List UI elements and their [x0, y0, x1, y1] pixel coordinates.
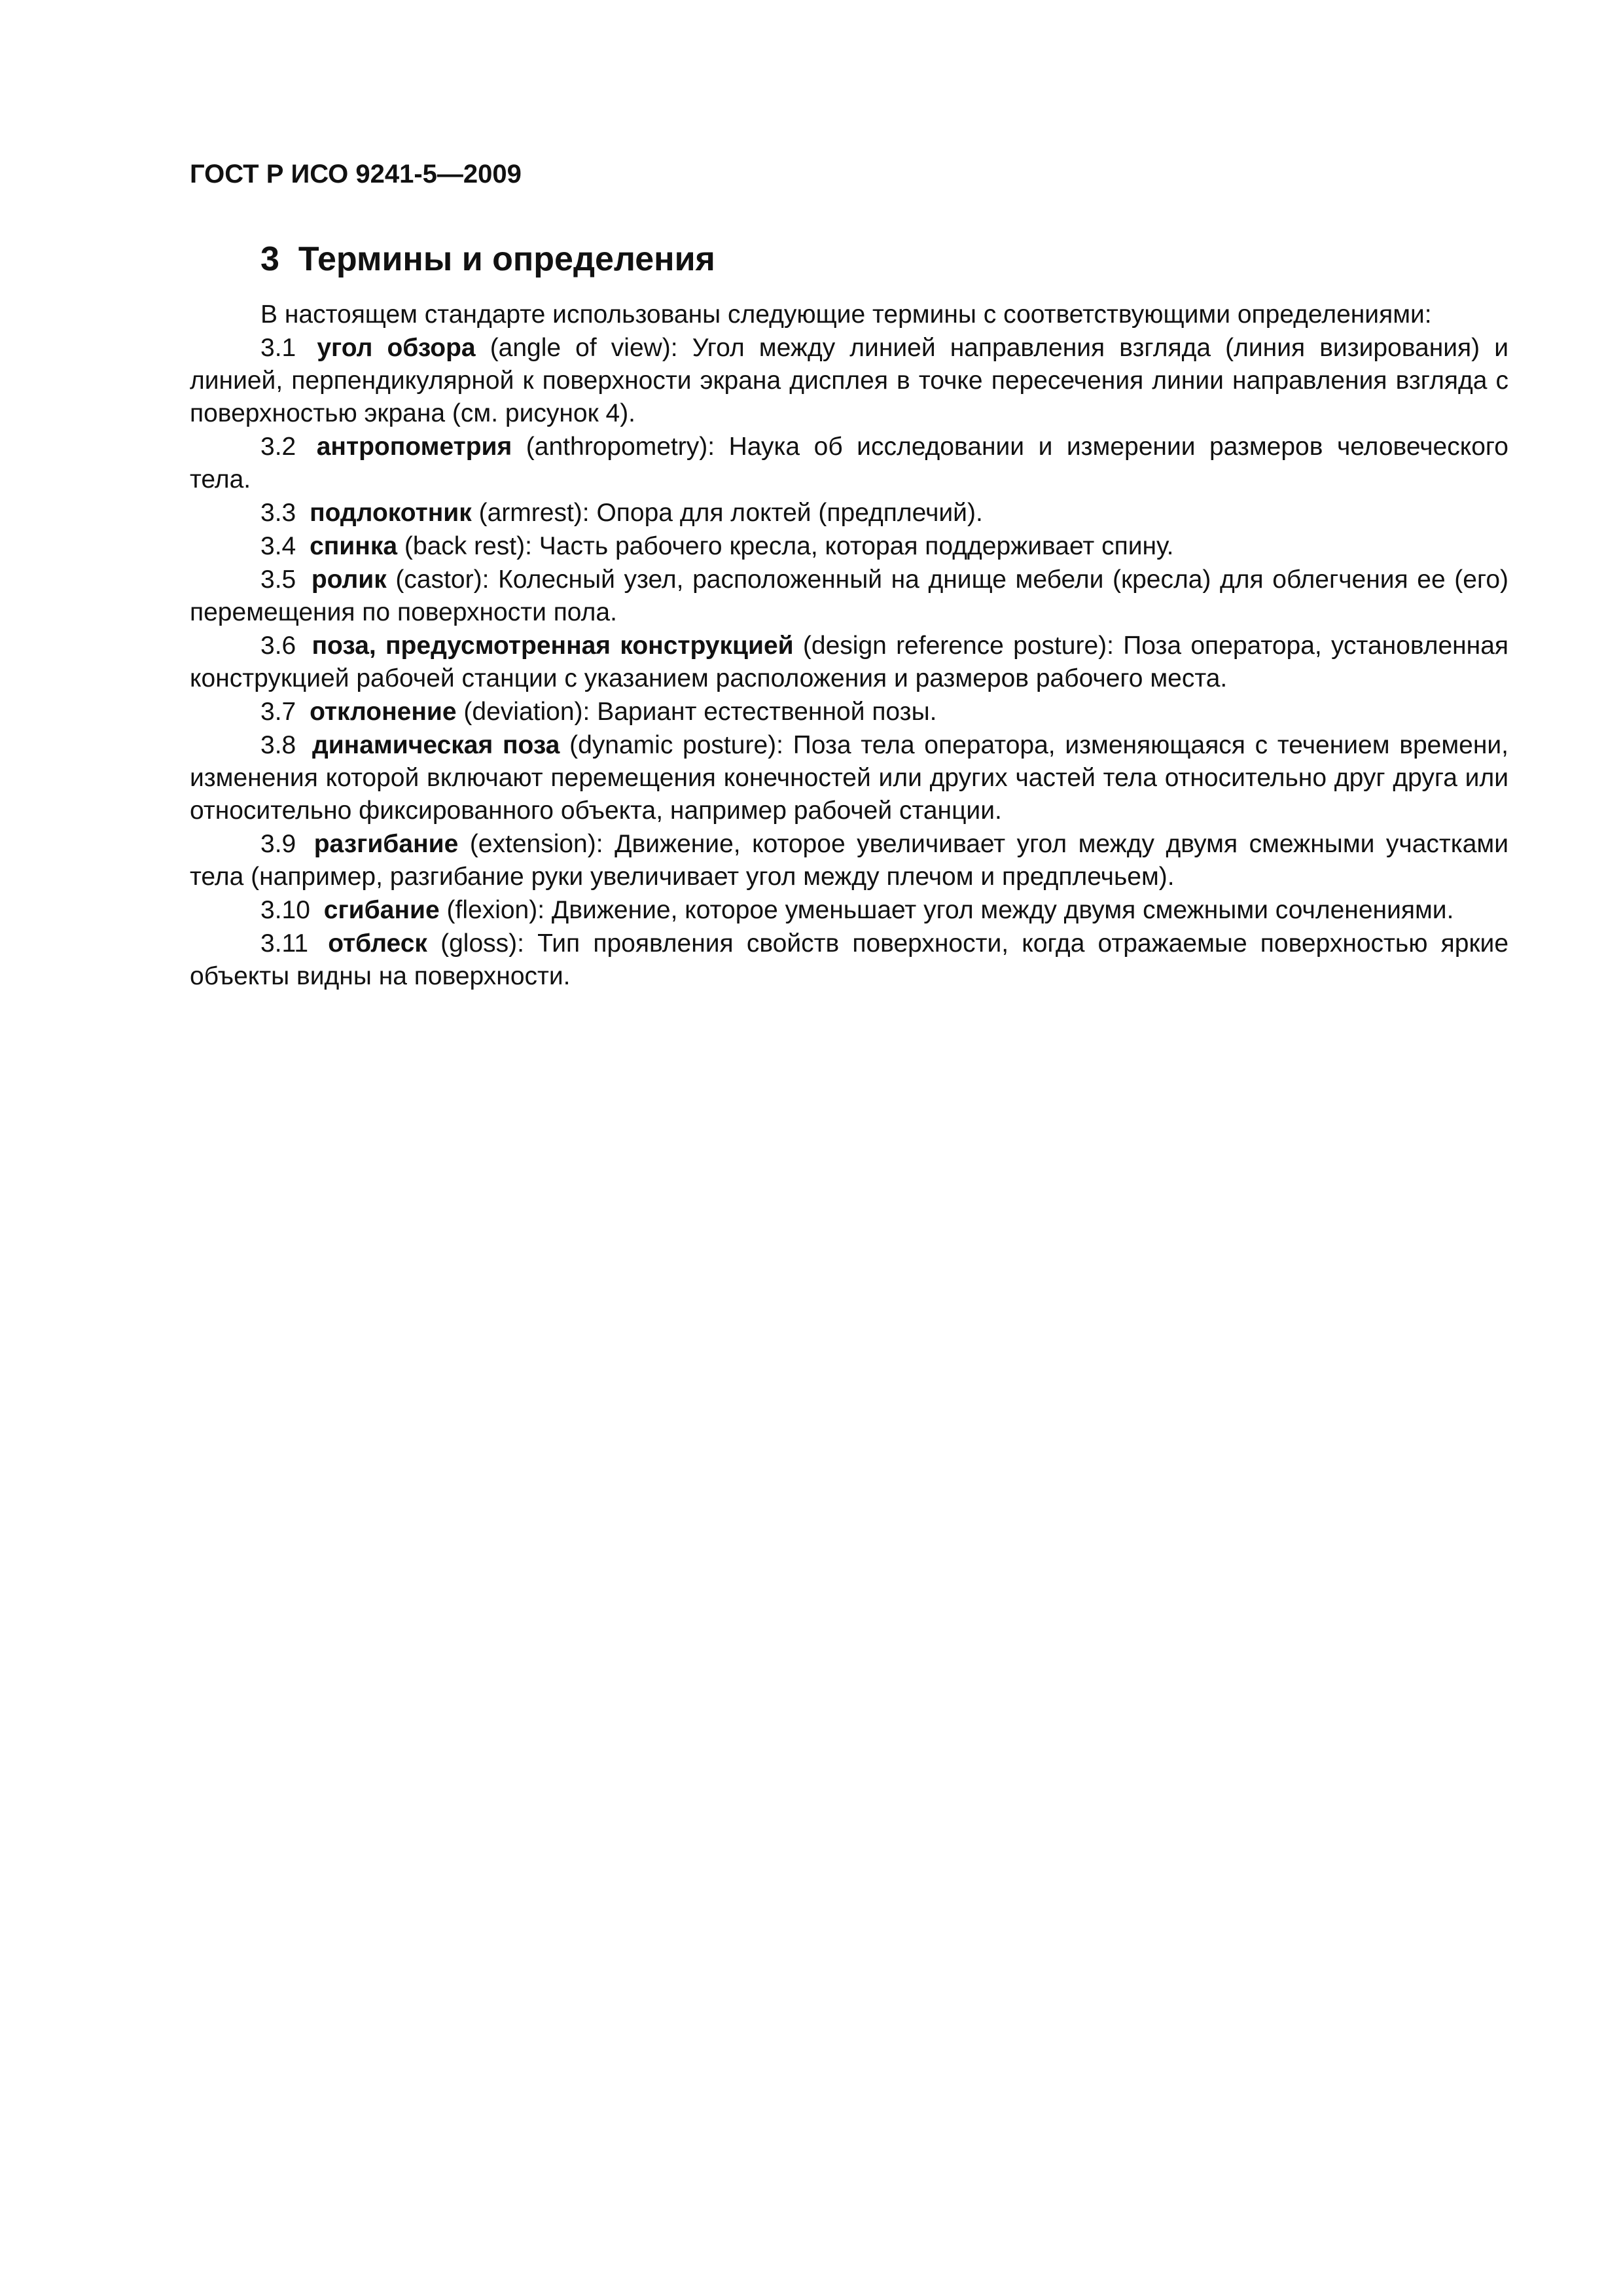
definition-term: сгибание — [323, 896, 440, 924]
definition-number: 3.3 — [260, 499, 296, 527]
definition-term: антропометрия — [316, 433, 512, 461]
definition-item — [190, 431, 1508, 496]
definition-number: 3.9 — [260, 830, 296, 858]
definition-term: спинка — [310, 532, 398, 560]
definition-text: Часть рабочего кресла, которая поддерживает спину. — [539, 532, 1174, 560]
definition-text: Угол между линией направления взгляда (линия визирования) и линией, перпендикулярной к поверхности экрана дисплея в точке пересечения линии направления взгляда с поверхностью экрана (см. рисунок 4). — [190, 334, 1509, 427]
definition-item — [190, 630, 1508, 695]
definition-english: (anthropometry): — [526, 433, 715, 461]
definition-item — [190, 927, 1508, 993]
definition-number: 3.4 — [260, 532, 296, 560]
definition-number: 3.8 — [260, 731, 296, 759]
definition-text: Движение, которое уменьшает угол между двумя смежными сочленениями. — [551, 896, 1454, 924]
section-title — [260, 238, 1508, 280]
definition-text: Поза тела оператора, изменяющаяся с течением времени, изменения которой включают перемещения конечностей или других частей тела относительно друг друга или относительно фиксированного объекта, например рабочей станции. — [190, 731, 1509, 825]
definition-term: отблеск — [328, 929, 427, 958]
definition-number: 3.5 — [260, 565, 296, 594]
definition-text: Колесный узел, расположенный на днище мебели (кресла) для облегчения ее (его) перемещения по поверхности пола. — [190, 565, 1508, 626]
definition-english: (gloss): — [440, 929, 524, 958]
definition-english: (armrest): — [478, 499, 590, 527]
section-title-text: Термины и определения — [298, 240, 715, 278]
definition-number: 3.2 — [260, 433, 296, 461]
definition-text: Тип проявления свойств поверхности, когда отражаемые поверхностью яркие объекты видны на поверхности. — [190, 929, 1509, 990]
definition-text: Наука об исследовании и измерении размеров человеческого тела. — [190, 433, 1508, 493]
definition-text: Опора для локтей (предплечий). — [596, 499, 983, 527]
definition-term: угол обзора — [317, 334, 476, 362]
definition-english: (castor): — [395, 565, 490, 594]
document-code: ГОСТ Р ИСО 9241-5—2009 — [190, 160, 522, 188]
definition-text: Поза оператора, установленная конструкцией рабочей станции с указанием расположения и размеров рабочего места. — [190, 632, 1509, 692]
definition-item — [190, 696, 1508, 728]
definition-text: Движение, которое увеличивает угол между двумя смежными участками тела (например, разгибание руки увеличивает угол между плечом и предплечьем). — [190, 830, 1508, 891]
definition-item — [190, 530, 1508, 563]
definition-term: подлокотник — [310, 499, 472, 527]
definition-item — [190, 828, 1508, 893]
definition-item — [190, 497, 1508, 529]
definition-number: 3.10 — [260, 896, 310, 924]
definition-english: (deviation): — [463, 698, 590, 726]
definition-item — [190, 894, 1508, 927]
definition-text: Вариант естественной позы. — [597, 698, 937, 726]
definition-term: ролик — [311, 565, 387, 594]
definition-english: (flexion): — [446, 896, 545, 924]
definition-item — [190, 332, 1508, 430]
definition-english: (back rest): — [404, 532, 532, 560]
definition-number: 3.1 — [260, 334, 296, 362]
definition-term: разгибание — [313, 830, 459, 858]
document-page — [190, 157, 1508, 994]
definition-number: 3.7 — [260, 698, 296, 726]
definition-term: поза, предусмотренная конструкцией — [312, 632, 794, 660]
definition-item — [190, 564, 1508, 629]
section-number: 3 — [260, 240, 279, 278]
definition-number: 3.11 — [260, 929, 309, 958]
definition-term: отклонение — [310, 698, 457, 726]
definition-english: (dynamic posture): — [569, 731, 783, 759]
definition-english: (design reference posture): — [802, 632, 1114, 660]
definition-english: (extension): — [469, 830, 603, 858]
definition-term: динамическая поза — [312, 731, 560, 759]
definition-item — [190, 729, 1508, 827]
definition-english: (angle of view): — [490, 334, 678, 362]
definition-number: 3.6 — [260, 632, 296, 660]
intro-paragraph: В настоящем стандарте использованы следующие термины с соответствующими определениями: — [260, 300, 1432, 329]
